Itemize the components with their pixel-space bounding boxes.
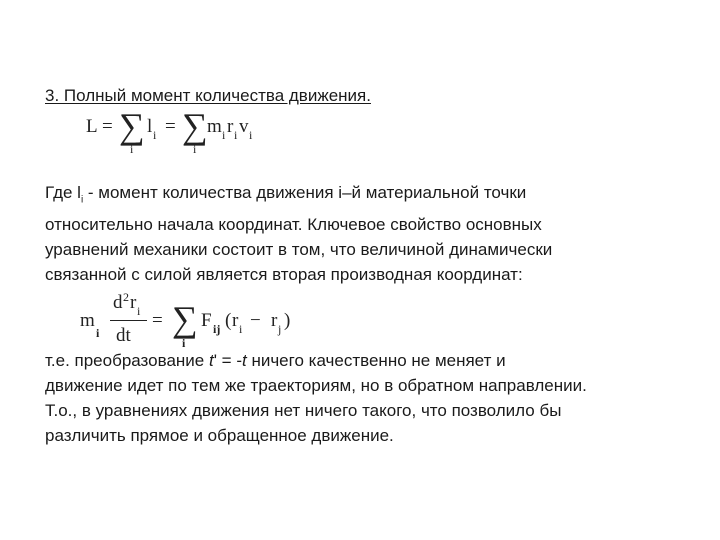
sum-index: i (130, 142, 134, 156)
formula-m: m (207, 116, 222, 137)
m-index: i (96, 326, 100, 340)
v-index: i (249, 128, 253, 142)
line-suffix: - момент количества движения i–й материальной точки (83, 183, 527, 202)
line-part: ничего качественно не меняет и (246, 351, 506, 370)
l-index: i (153, 128, 157, 142)
numerator-r-index: i (137, 304, 141, 318)
fraction-bar (110, 320, 147, 321)
right-paren: ) (284, 310, 291, 331)
text-line (45, 180, 552, 212)
rj-index: j (278, 322, 282, 336)
text-line: движение идет по тем же траекториям, но в обратном направлении. (45, 376, 587, 395)
paragraph-definition (45, 180, 552, 287)
formula-m: m (80, 310, 95, 331)
m-index: i (222, 128, 226, 142)
numerator-power: 2 (123, 290, 129, 304)
sum-symbol: ∑ (182, 106, 208, 146)
denominator: dt (116, 325, 131, 346)
formula-r: r (227, 116, 234, 137)
formula-equals: = (165, 116, 176, 137)
text-line: различить прямое и обращенное движение. (45, 426, 394, 445)
numerator-r: r (130, 292, 137, 313)
line-part: ' = - (213, 351, 242, 370)
time-symbol: t (208, 351, 214, 370)
sum-index: i (182, 336, 186, 350)
text-line (45, 348, 587, 373)
time-symbol: t (241, 351, 247, 370)
ri-index: i (239, 322, 243, 336)
r-index: i (234, 128, 238, 142)
sum-symbol: ∑ (119, 106, 145, 146)
formula-ri: r (232, 310, 239, 331)
sum-index: i (193, 142, 197, 156)
sum-symbol: ∑ (172, 299, 198, 339)
paragraph-time-reversal (45, 348, 587, 448)
formula-minus: − (250, 310, 261, 331)
text-line: связанной с силой является вторая производная координат: (45, 265, 523, 285)
formula-F: F (201, 310, 212, 331)
slide-heading: 3. Полный момент количества движения. (45, 86, 371, 105)
text-line: относительно начала координат. Ключевое свойство основных (45, 215, 542, 235)
line-part: т.е. преобразование (45, 351, 209, 370)
text-line: Т.о., в уравнениях движения нет ничего такого, что позволило бы (45, 401, 562, 420)
left-paren: ( (225, 310, 232, 331)
formula-equals: = (102, 116, 113, 137)
formula-v: v (239, 116, 249, 137)
formula-equals: = (152, 310, 163, 331)
text-line: уравнений механики состоит в том, что величиной динамически (45, 240, 553, 260)
formula-rj: r (271, 310, 278, 331)
formula-L: L (86, 116, 98, 137)
F-index: ij (213, 322, 221, 336)
formula-l: l (147, 116, 153, 137)
line-prefix: Где l (45, 183, 81, 202)
numerator-d: d (113, 292, 123, 313)
l-subscript: i (80, 194, 84, 206)
